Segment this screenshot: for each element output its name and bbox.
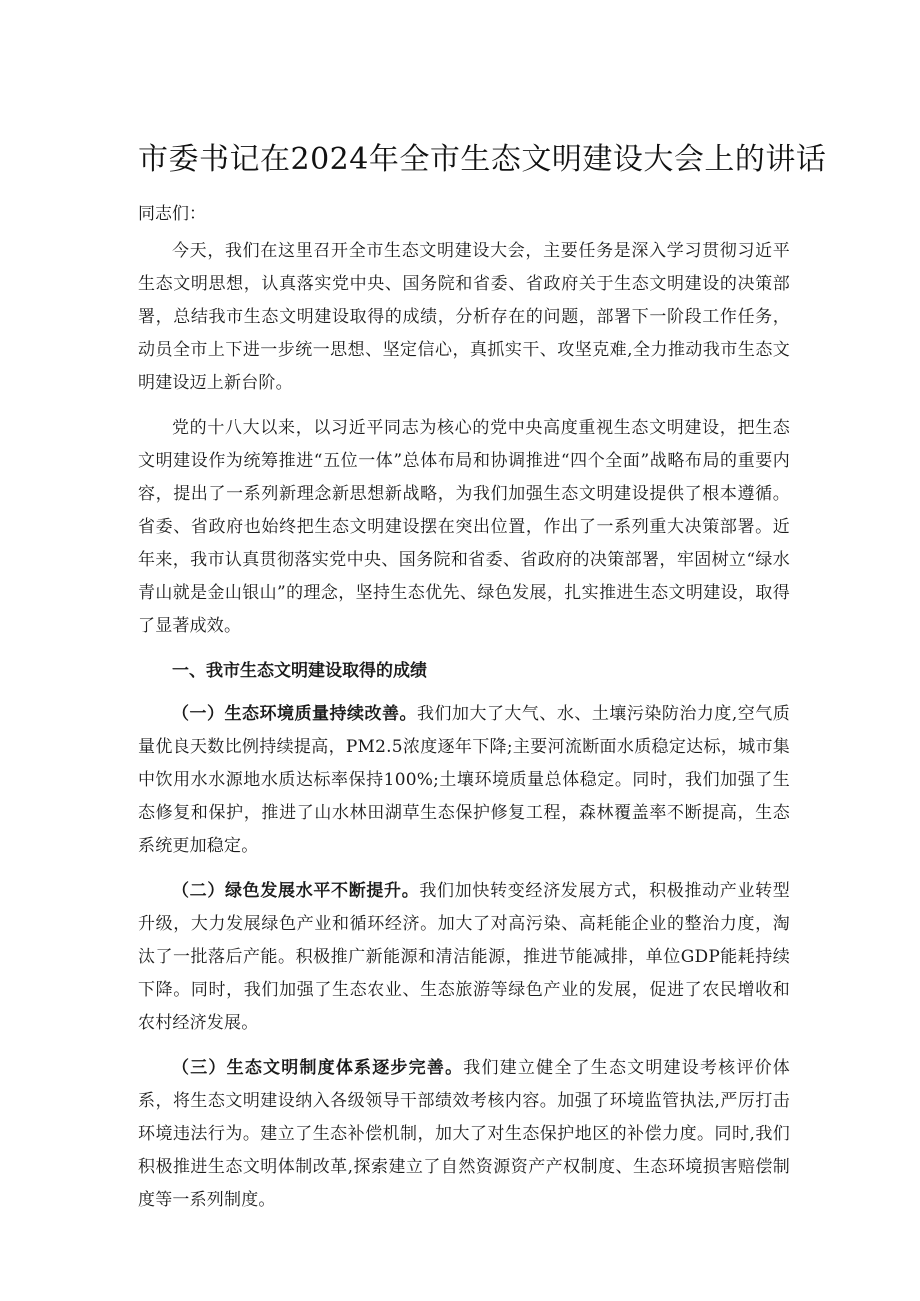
section-heading: 一、我市生态文明建设取得的成绩 [172, 661, 427, 681]
subsection-paragraph [138, 698, 790, 863]
intro-paragraph: 今天，我们在这里召开全市生态文明建设大会，主要任务是深入学习贯彻习近平生态文明思想，认真落实党中央、国务院和省委、省政府关于生态文明建设的决策部署，总结我市生态文明建设取得的成绩，分析存在的问题，部署下一阶段工作任务，动员全市上下进一步统一思想、坚定信心，真抓实干、攻坚克难,全力推动我市生态文明建设迈上新台阶。 [138, 241, 790, 393]
subsection-text: 我们加大了大气、水、土壤污染防治力度,空气质量优良天数比例持续提高，PM2.5浓度逐年下降;主要河流断面水质稳定达标，城市集中饮用水水源地水质达标率保持100%;土壤环境质量总体稳定。同时，我们加强了生态修复和保护，推进了山水林田湖草生态保护修复工程，森林覆盖率不断提高，生态系统更加稳定。 [138, 704, 790, 856]
subsection-text: 我们加快转变经济发展方式，积极推动产业转型升级，大力发展绿色产业和循环经济。加大了对高污染、高耗能企业的整治力度，淘汰了一批落后产能。积极推广新能源和清洁能源，推进节能减排，单位GDP能耗持续下降。同时，我们加强了生态农业、生态旅游等绿色产业的发展，促进了农民增收和农村经济发展。 [138, 881, 790, 1033]
subsection-paragraph [138, 875, 790, 1040]
subsection-label: （三）生态文明制度体系逐步完善。 [172, 1058, 464, 1078]
subsection-label: （一）生态环境质量持续改善。 [172, 704, 417, 724]
salutation: 同志们： [138, 204, 206, 224]
document-body [138, 235, 790, 1229]
document-title: 市委书记在2024年全市生态文明建设大会上的讲话 [138, 142, 827, 177]
subsection-label: （二）绿色发展水平不断提升。 [172, 881, 420, 901]
intro-paragraph: 党的十八大以来，以习近平同志为核心的党中央高度重视生态文明建设，把生态文明建设作为统筹推进“五位一体”总体布局和协调推进“四个全面”战略布局的重要内容，提出了一系列新理念新思想新战略，为我们加强生态文明建设提供了根本遵循。省委、省政府也始终把生态文明建设摆在突出位置，作出了一系列重大决策部署。近年来，我市认真贯彻落实党中央、国务院和省委、省政府的决策部署，牢固树立“绿水青山就是金山银山”的理念，坚持生态优先、绿色发展，扎实推进生态文明建设，取得了显著成效。 [138, 418, 790, 636]
subsection-text: 我们建立健全了生态文明建设考核评价体系，将生态文明建设纳入各级领导干部绩效考核内容。加强了环境监管执法,严厉打击环境违法行为。建立了生态补偿机制，加大了对生态保护地区的补偿力度。同时,我们积极推进生态文明体制改革,探索建立了自然资源资产产权制度、生态环境损害赔偿制度等一系列制度。 [138, 1058, 790, 1210]
subsection-paragraph [138, 1052, 790, 1217]
